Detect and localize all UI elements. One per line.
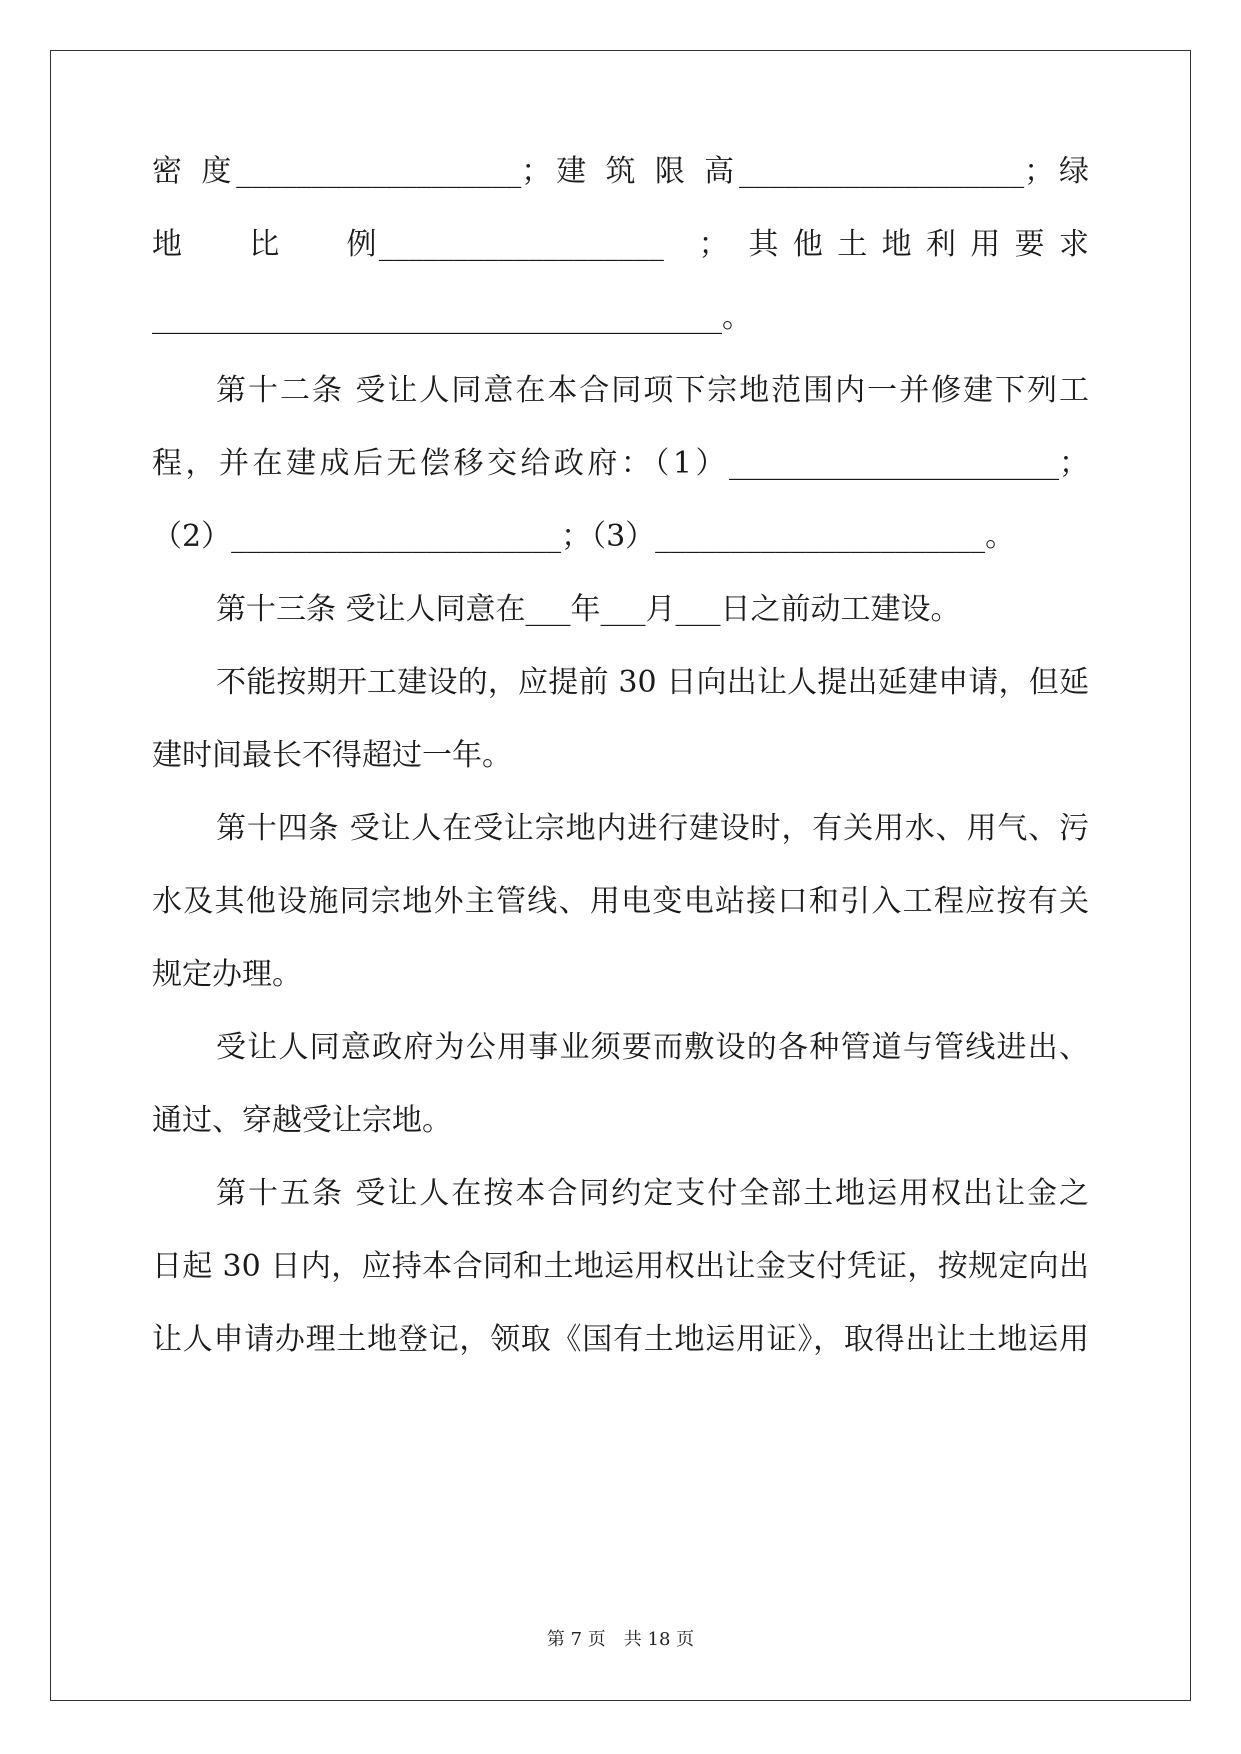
article-12-line-2: 程，并在建成后无偿移交给政府：（1）______________________； [152, 446, 1089, 481]
article-15-heading: 第十五条 受让人在按本合同约定支付全部土地运用权出让金之 [216, 1176, 1089, 1211]
article-12-line-3: （2）______________________；（3）______________________。 [152, 519, 1016, 554]
text-line-other-requirements: ______________________________________。 [152, 300, 752, 335]
article-12-heading: 第十二条 受让人同意在本合同项下宗地范围内一并修建下列工 [216, 373, 1089, 408]
page-number-footer: 第 7 页 共 18 页 [546, 1629, 695, 1650]
article-14-pipelines-line-2: 通过、穿越受让宗地。 [152, 1103, 452, 1138]
article-14-line-3: 规定办理。 [152, 957, 302, 992]
article-14-heading: 第十四条 受让人在受让宗地内进行建设时，有关用水、用气、污 [216, 811, 1089, 846]
article-13-delay-line-1: 不能按期开工建设的，应提前 30 日向出让人提出延建申请，但延 [216, 665, 1089, 700]
article-14-line-2: 水及其他设施同宗地外主管线、用电变电站接口和引入工程应按有关 [152, 884, 1089, 919]
article-15-line-2: 日起 30 日内，应持本合同和土地运用权出让金支付凭证，按规定向出 [152, 1249, 1089, 1284]
article-15-line-3: 让人申请办理土地登记，领取《国有土地运用证》，取得出让土地运用 [152, 1322, 1089, 1357]
text-line-green-ratio: 地 比 例___________________ ； 其 他 土 地 利 用 要 求 [152, 227, 1089, 262]
text-line-density: 密 度___________________；建 筑 限 高___________________；绿 [152, 154, 1089, 189]
article-13-heading: 第十三条 受让人同意在___年___月___日之前动工建设。 [216, 592, 961, 627]
article-13-delay-line-2: 建时间最长不得超过一年。 [152, 738, 512, 773]
article-14-pipelines-line-1: 受让人同意政府为公用事业须要而敷设的各种管道与管线进出、 [216, 1030, 1089, 1065]
